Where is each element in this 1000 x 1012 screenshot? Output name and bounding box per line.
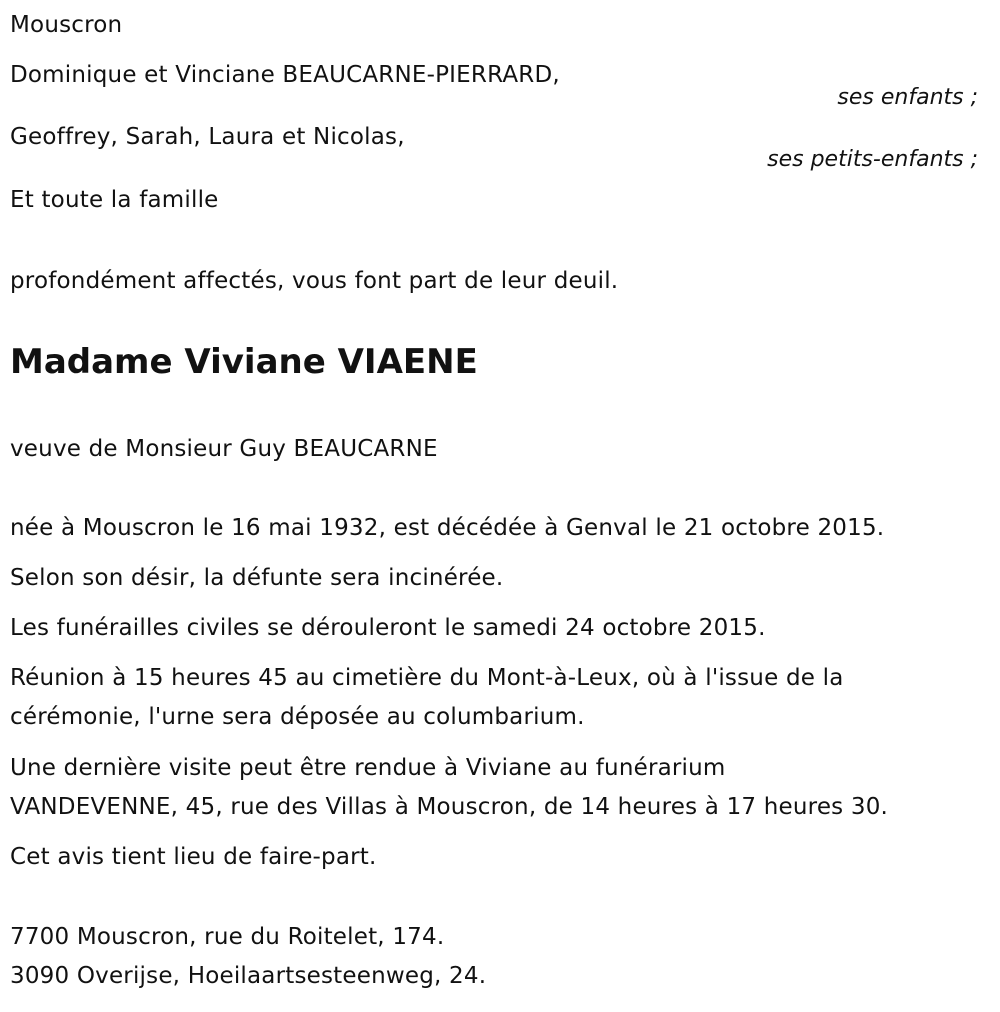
widow-of: veuve de Monsieur Guy BEAUCARNE: [10, 436, 438, 462]
notice: Cet avis tient lieu de faire-part.: [10, 844, 377, 870]
place: Mouscron: [10, 12, 123, 38]
meeting-line-2: cérémonie, l'urne sera déposée au columbarium.: [10, 704, 585, 730]
deceased-name: Madame Viviane VIAENE: [10, 342, 478, 382]
address-1: 7700 Mouscron, rue du Roitelet, 174.: [10, 924, 445, 950]
birth-death: née à Mouscron le 16 mai 1932, est décédée à Genval le 21 octobre 2015.: [10, 515, 885, 541]
meeting-line-1: Réunion à 15 heures 45 au cimetière du Mont-à-Leux, où à l'issue de la: [10, 665, 844, 691]
cremation: Selon son désir, la défunte sera incinérée.: [10, 565, 504, 591]
family-rest: Et toute la famille: [10, 187, 219, 213]
address-2: 3090 Overijse, Hoeilaartsesteenweg, 24.: [10, 963, 487, 989]
family-grandchildren-relation: ses petits-enfants ;: [767, 147, 978, 172]
visit-line-2: VANDEVENNE, 45, rue des Villas à Mouscron, de 14 heures à 17 heures 30.: [10, 794, 889, 820]
family-grandchildren-names: Geoffrey, Sarah, Laura et Nicolas,: [10, 124, 405, 150]
visit-line-1: Une dernière visite peut être rendue à Viviane au funérarium: [10, 755, 726, 781]
funeral: Les funérailles civiles se dérouleront le samedi 24 octobre 2015.: [10, 615, 766, 641]
family-children-relation: ses enfants ;: [837, 85, 978, 110]
announcement: profondément affectés, vous font part de leur deuil.: [10, 268, 619, 294]
family-children-names: Dominique et Vinciane BEAUCARNE-PIERRARD,: [10, 62, 560, 88]
